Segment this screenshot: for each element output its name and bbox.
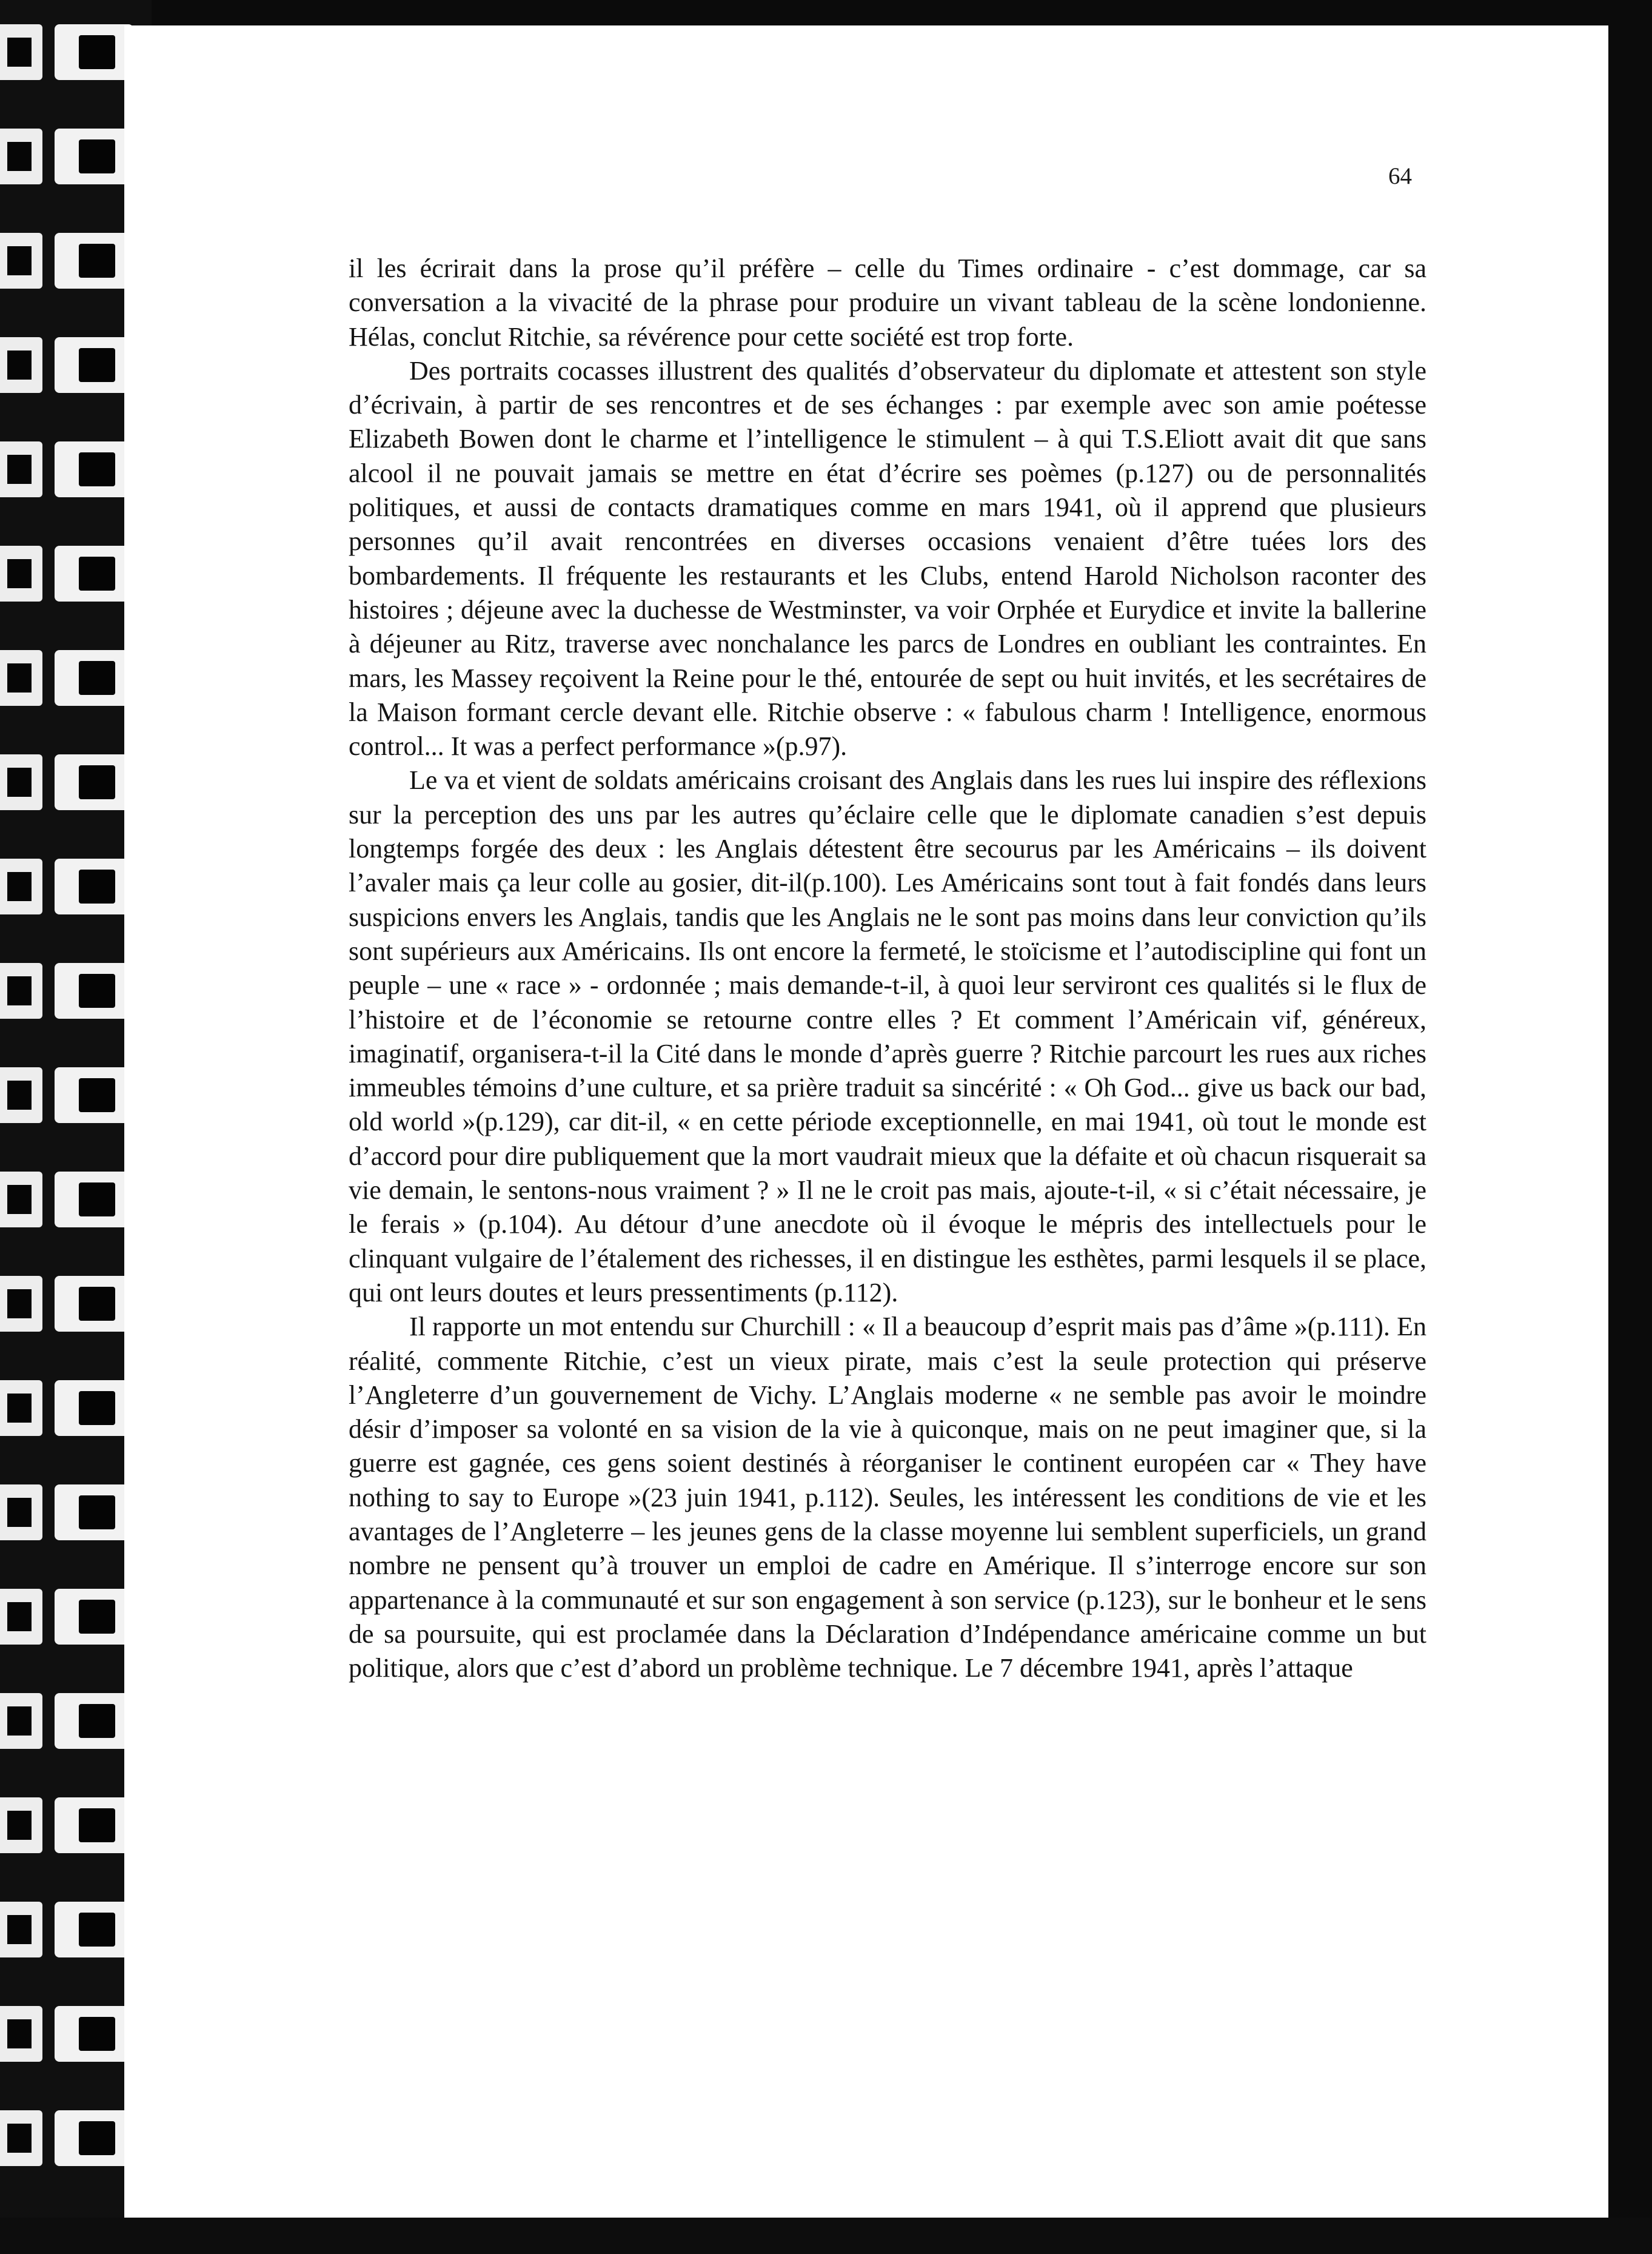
binding-ring [55,650,133,706]
binding-ring [0,337,42,393]
scan-bottom-edge [0,2218,1652,2254]
binding-ring [55,233,133,289]
binding-ring [55,1276,133,1332]
binding-ring [0,859,42,914]
paragraph: Des portraits cocasses illustrent des qualités d’observateur du diplomate et attestent son style d’écrivain, à partir de ses rencontres et de ses échanges : par exemple avec son amie poétesse Elizabeth Bowen dont le charme et l’intelligence le stimulent – à qui T.S.Eliott avait dit que sans alcool il ne pouvait jamais se mettre en état d’écrire ses poèmes (p.127) ou de personnalités politiques, et aussi de contacts dramatiques comme en mars 1941, où il apprend que plusieurs personnes qu’il avait rencontrées en diverses occasions venaient d’être tuées lors des bombardements. Il fréquente les restaurants et les Clubs, entend Harold Nicholson raconter des histoires ; déjeune avec la duchesse de Westminster, va voir Orphée et Eurydice et invite la ballerine à déjeuner au Ritz, traverse avec nonchalance les parcs de Londres en oubliant les contraintes. En mars, les Massey reçoivent la Reine pour le thé, entourée de sept ou huit invités, et les secrétaires de la Maison formant cercle devant elle. Ritchie observe : « fabulous charm ! Intelligence, enormous control... It was a perfect performance »(p.97). [349,355,1426,762]
binding-ring [0,2006,42,2062]
body-text [349,252,1426,1685]
binding-ring [0,233,42,289]
binding-ring [0,1693,42,1749]
paragraph: Il rapporte un mot entendu sur Churchill : « Il a beaucoup d’esprit mais pas d’âme »(p.111). En réalité, commente Ritchie, c’est un vieux pirate, mais c’est la seule protection qui préserve l’Angleterre d’un gouvernement de Vichy. L’Anglais moderne « ne semble pas avoir le moindre désir d’imposer sa volonté en sa vision de la vie à quiconque, mais on ne peut imaginer que, si la guerre est gagnée, ces gens soient destinés à réorganiser le continent européen car « They have nothing to say to Europe »(23 juin 1941, p.112). Seules, les intéressent les conditions de vie et les avantages de l’Angleterre – les jeunes gens de la classe moyenne lui semblent superficiels, un grand nombre ne pensent qu’à trouver un emploi de cadre en Amérique. Il s’interroge encore sur son appartenance à la communauté et sur son engagement à son service (p.123), sur le bonheur et le sens de sa poursuite, qui est proclamée dans la Déclaration d’Indépendance américaine comme un but politique, alors que c’est d’abord un problème technique. Le 7 décembre 1941, après l’attaque [349,1312,1426,1683]
binding-ring [55,2006,133,2062]
binding-ring [55,859,133,914]
binding-ring [55,1797,133,1853]
binding-ring [55,24,133,80]
paragraph: Le va et vient de soldats américains croisant des Anglais dans les rues lui inspire des réflexions sur la perception des uns par les autres qu’éclaire celle que le diplomate canadien s’est depuis longtemps forgée des deux : les Anglais détestent être secourus par les Américains – ils doivent l’avaler mais ça leur colle au gosier, dit-il(p.100). Les Américains sont tout à fait fondés dans leurs suspicions envers les Anglais, tandis que les Anglais ne le sont pas moins dans leur conviction qu’ils sont supérieurs aux Américains. Ils ont encore la fermeté, le stoïcisme et l’autodiscipline qui font un peuple – une « race » - ordonnée ; mais demande-t-il, à quoi leur serviront ces qualités si le flux de l’histoire et de l’économie se retourne contre elles ? Et comment l’Américain vif, généreux, imaginatif, organisera-t-il la Cité dans le monde d’après guerre ? Ritchie parcourt les rues aux riches immeubles témoins d’une culture, et sa prière traduit sa sincérité : « Oh God... give us back our bad, old world »(p.129), car dit-il, « en cette période exceptionnelle, en mai 1941, où tout le monde est d’accord pour dire publiquement que la mort vaudrait mieux que la défaite et où chacun risquerait sa vie demain, le sentons-nous vraiment ? » Il ne le croit pas mais, ajoute-t-il, « si c’était nécessaire, je le ferais » (p.104). Au détour d’une anecdote où il évoque le mépris des intellectuels pour le clinquant vulgaire de l’étalement des richesses, il en distingue les esthètes, parmi lesquels il se place, qui ont leurs doutes et leurs pressentiments (p.112). [349,765,1426,1307]
binding-ring [0,2110,42,2166]
binding-ring [55,546,133,602]
binding-ring [55,1067,133,1123]
binding-ring [0,129,42,184]
binding-ring [55,129,133,184]
binding-ring [55,1693,133,1749]
binding-ring [0,754,42,810]
binding-ring [55,337,133,393]
binding-ring [0,1797,42,1853]
binding-ring [0,546,42,602]
binding-ring [0,963,42,1019]
binding-ring [55,441,133,497]
binding-ring [55,754,133,810]
binding-ring [55,1380,133,1436]
binding-ring [55,1589,133,1645]
binding-ring [0,650,42,706]
binding-ring [0,1484,42,1540]
binding-ring [55,1902,133,1957]
binding-ring [0,1902,42,1957]
binding-ring [0,1067,42,1123]
page-number: 64 [1388,163,1412,189]
binding-ring [0,1380,42,1436]
binding-ring [55,2110,133,2166]
binding-ring [55,1172,133,1227]
binding-ring [55,1484,133,1540]
binding-ring [0,1589,42,1645]
binding-ring [0,1172,42,1227]
binding-ring [0,441,42,497]
binding-ring [55,963,133,1019]
paragraph: il les écrirait dans la prose qu’il préfère – celle du Times ordinaire - c’est dommage, car sa conversation a la vivacité de la phrase pour produire un vivant tableau de la scène londonienne. Hélas, conclut Ritchie, sa révérence pour cette société est trop forte. [349,253,1426,352]
binding-ring [0,24,42,80]
binding-ring [0,1276,42,1332]
